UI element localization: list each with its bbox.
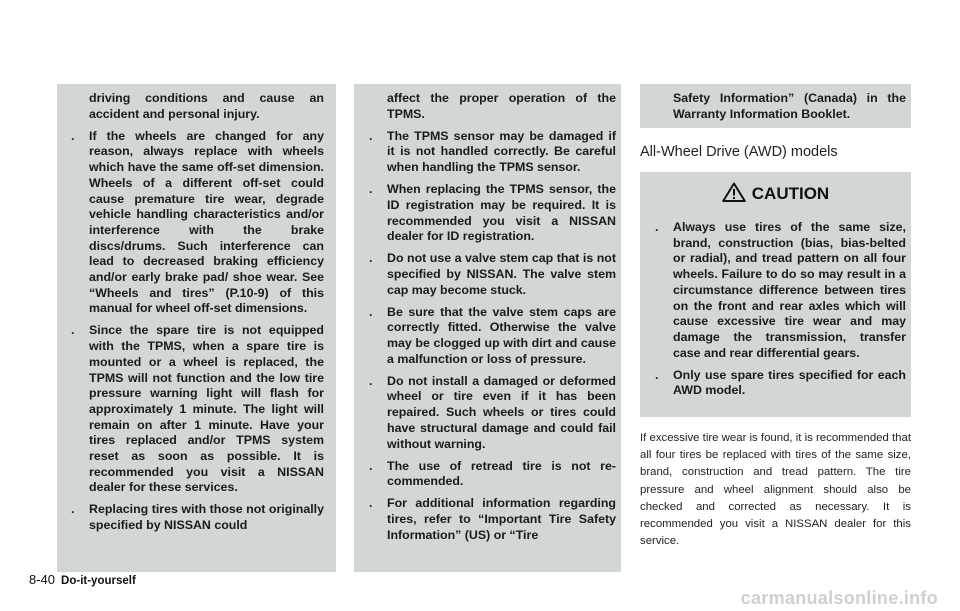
warning-box-col3 <box>640 84 911 128</box>
page-number: 8-40 <box>29 572 56 587</box>
warning-text: driving conditions and cause an accident and personal injury. <box>89 91 324 121</box>
warning-bullet: . Since the spare tire is not equipped with the TPMS, when a spare tire is mounted or a wheel is replaced, the TPMS will not function and the low tire pressure warning light will flash for approximately 1 minute. The light will remain on after 1 minute. Have your tires replaced and/or TPMS system reset as soon as possible. It is recommended you visit a NISSAN dealer for these services. <box>71 323 324 495</box>
warning-box-col1 <box>57 84 336 572</box>
warning-bullet: . Be sure that the valve stem caps are correctly fitted. Otherwise the valve may be clogged up with dirt and cause a malfunction or loss of pressure. <box>369 304 616 366</box>
warning-bullet: . The TPMS sensor may be damaged if it is not handled correctly. Be careful when handling the TPMS sensor. <box>369 128 616 175</box>
caution-box <box>640 172 911 417</box>
warning-bullet: . The use of retread tire is not recommended. <box>369 458 616 489</box>
warning-bullet: . If the wheels are changed for any reason, always replace with wheels which have the same off-set dimension. Wheels of a different off-set could cause premature tire wear, degrade vehicle handling characteristics and/or interference with the brake discs/drums. Such interference can lead to decreased braking efficiency and/or early brake pad/ shoe wear. See “Wheels and tires” (P.10-9) of this manual for wheel off-set dimensions. <box>71 128 324 316</box>
caution-header <box>640 182 911 204</box>
body-paragraph: If excessive tire wear is found, it is recommended that all four tires be replaced with tires of the same size, brand, construction and tread pattern. The tire pressure and wheel alignment should also be checked and corrected as necessary. It is recommended you visit a NISSAN dealer for this service. <box>640 432 911 548</box>
warning-bullet: . Do not install a damaged or deformed wheel or tire even if it has been repaired. Such wheels or tires could have structural damage and could fail without warning. <box>369 373 616 451</box>
warning-bullet: . Replacing tires with those not originally specified by NISSAN could <box>71 502 324 533</box>
caution-label: CAUTION <box>751 184 830 203</box>
warning-text: Safety Information” (Canada) in the Warranty Information Booklet. <box>673 91 906 121</box>
warning-bullet: . For additional information regarding tires, refer to “Important Tire Safety Information” (US) or “Tire <box>369 496 616 542</box>
warning-triangle-icon <box>722 182 746 202</box>
section-name: Do-it-yourself <box>61 575 136 587</box>
warning-box-col2 <box>354 84 621 572</box>
warning-bullet: . Do not use a valve stem cap that is not specified by NISSAN. The valve stem cap may become stuck. <box>369 251 616 297</box>
warning-bullet: . When replacing the TPMS sensor, the ID registration may be required. It is recommended you visit a NISSAN dealer for ID registration. <box>369 182 616 244</box>
section-heading: All-Wheel Drive (AWD) models <box>640 144 838 160</box>
warning-text: affect the proper operation of the TPMS. <box>387 91 616 121</box>
caution-bullet: . Always use tires of the same size, brand, construction (bias, bias-belted or radial), and tread pattern on all four wheels. Failure to do so may result in a circumstance difference between tires on the front and rear axles which will cause excessive tire wear and may damage the transmission, transfer case and rear differential gears. <box>655 220 906 360</box>
page-footer <box>29 572 136 587</box>
caution-bullet: . Only use spare tires specified for each AWD model. <box>655 367 906 398</box>
watermark: carmanualsonline.info <box>740 588 938 608</box>
